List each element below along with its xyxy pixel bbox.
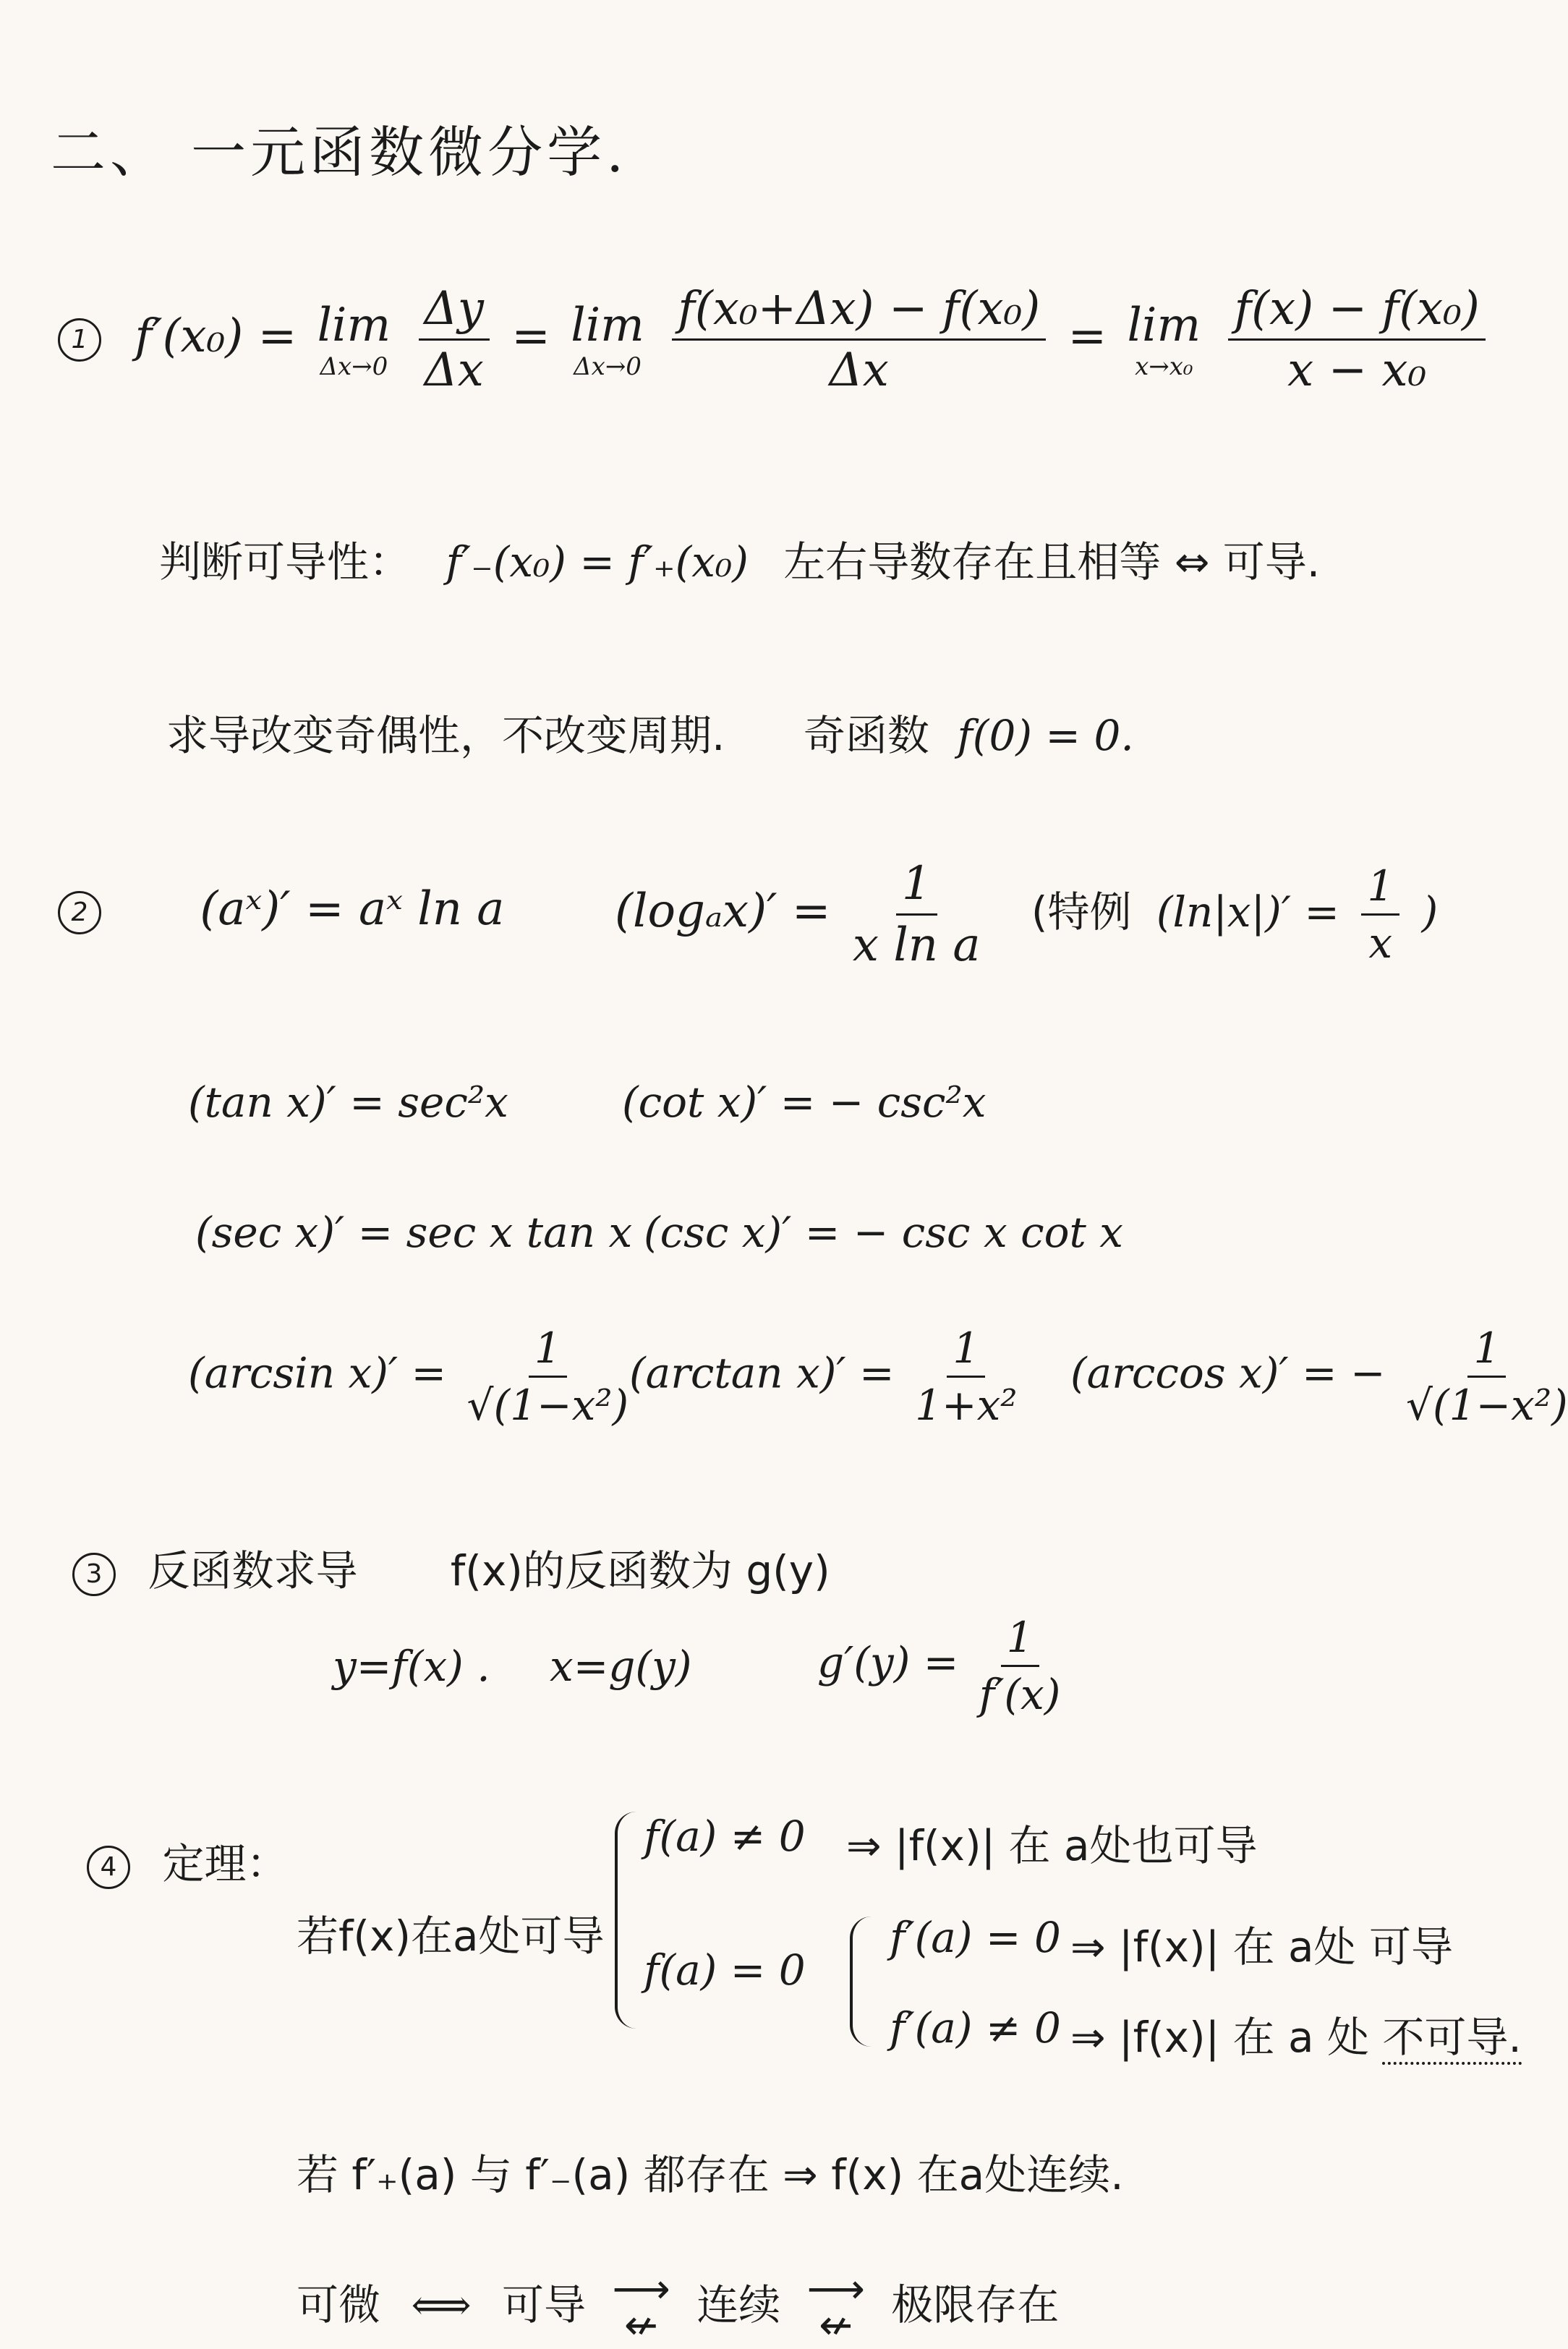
limit-2-sub: Δx→0 <box>574 351 642 381</box>
chain-continuous: 连续 <box>696 2280 781 2329</box>
inverse-derivative-den: f′(x) <box>979 1670 1061 1719</box>
formula-arctan-frac <box>915 1323 1017 1430</box>
limit-3-sub: x→x₀ <box>1135 351 1193 381</box>
formula-arccos-den: √(1−x²) <box>1406 1381 1568 1430</box>
fraction-2 <box>672 282 1046 397</box>
one-way-arrow-icon-2 <box>806 2265 865 2349</box>
equals-1: = <box>511 310 550 363</box>
special-case-close: ) <box>1421 887 1439 937</box>
chain-differentiable-micro: 可微 <box>297 2280 381 2329</box>
judge-label: 判断可导性： <box>159 537 412 587</box>
differentiability-rule <box>159 528 1320 589</box>
inverse-x-eq: x=g(y) <box>550 1642 692 1691</box>
inverse-y-eq: y=f(x) . <box>333 1642 490 1691</box>
parity-note <box>166 702 1134 762</box>
judge-expression: f′₋(x₀) = f′₊(x₀) <box>446 537 749 587</box>
limit-1 <box>318 299 391 381</box>
formula-log-num: 1 <box>896 857 937 916</box>
log-derivative <box>615 857 1438 972</box>
limit-3-label: lim <box>1127 298 1201 352</box>
section-marker-2: 2 <box>58 891 101 934</box>
outer-brace <box>615 1812 639 2029</box>
case-fa-nonzero-result <box>846 1812 1258 1872</box>
limit-1-sub: Δx→0 <box>320 351 388 381</box>
formula-log-frac <box>853 857 981 972</box>
special-case-num: 1 <box>1361 861 1399 916</box>
section-marker-1: 1 <box>58 318 101 362</box>
limit-1-label: lim <box>317 298 391 352</box>
fraction-2-den: Δx <box>829 344 889 397</box>
limit-3 <box>1128 299 1201 381</box>
formula-arccos-frac <box>1406 1323 1568 1430</box>
inverse-desc: f(x)的反函数为 g(y) <box>450 1546 830 1595</box>
theorem-label: 定理： <box>162 1839 289 1888</box>
fraction-3 <box>1228 282 1485 397</box>
fraction-1-num: Δy <box>419 282 490 341</box>
formula-arcsin <box>188 1323 636 1430</box>
special-case-den: x <box>1368 918 1393 968</box>
special-case-frac <box>1361 861 1399 968</box>
derivative-lhs: f′(x₀) = <box>135 310 297 363</box>
formula-exp: (aˣ)′ = aˣ ln a <box>200 882 505 936</box>
formula-arcsin-num: 1 <box>529 1323 567 1378</box>
formula-arctan-lhs: (arctan x)′ = <box>629 1348 895 1398</box>
inverse-function-heading <box>72 1537 830 1598</box>
fraction-2-num: f(x₀+Δx) − f(x₀) <box>672 282 1046 341</box>
formula-arctan-num: 1 <box>947 1323 985 1378</box>
subcase-derivative-zero: f′(a) = 0 <box>890 1913 1061 1962</box>
equivalence-arrow-icon: ⟺ <box>411 2280 472 2329</box>
formula-log-lhs: (logₐx)′ = <box>615 884 831 938</box>
parity-text: 求导改变奇偶性，不改变周期. <box>166 711 725 760</box>
special-case-expr: (ln|x|)′ = <box>1156 887 1339 937</box>
fraction-1-den: Δx <box>424 344 484 397</box>
not-differentiable-text: 不可导. <box>1382 2013 1521 2065</box>
subcase-nonzero-text: ⇒ |f(x)| 在 a 处 <box>1070 2013 1369 2062</box>
chain-differentiable: 可导 <box>502 2280 587 2329</box>
special-case-label: (特例 <box>1031 887 1132 937</box>
formula-log-den: x ln a <box>852 918 981 972</box>
inverse-derivative <box>817 1613 1068 1719</box>
implication-chain <box>297 2265 1060 2349</box>
exp-log-derivatives <box>58 882 504 936</box>
section-marker-4: 4 <box>87 1846 130 1889</box>
fraction-3-num: f(x) − f(x₀) <box>1228 282 1485 341</box>
inverse-derivative-num: 1 <box>1001 1613 1039 1667</box>
subcase-derivative-nonzero: f′(a) ≠ 0 <box>890 2003 1061 2052</box>
theorem-heading <box>87 1830 288 1890</box>
judge-text: 左右导数存在且相等 ⇔ 可导. <box>783 537 1321 587</box>
inner-brace <box>850 1917 872 2047</box>
continuity-statement: 若 f′₊(a) 与 f′₋(a) 都存在 ⇒ f(x) 在a处连续. <box>297 2150 1124 2199</box>
subcase-derivative-zero-result: ⇒ |f(x)| 在 a处 可导 <box>1070 1922 1453 1971</box>
arrow-back-crossed-icon-2: ↚ <box>819 2301 853 2349</box>
formula-arccos-num: 1 <box>1467 1323 1506 1378</box>
inverse-derivative-frac <box>979 1613 1061 1719</box>
odd-function-text: 奇函数 <box>803 711 929 760</box>
arrow-back-crossed-icon: ↚ <box>624 2301 659 2349</box>
formula-sec: (sec x)′ = sec x tan x <box>195 1208 633 1257</box>
case-fa-nonzero: f(a) ≠ 0 <box>644 1812 806 1861</box>
limit-2 <box>571 299 644 381</box>
fraction-3-den: x − x₀ <box>1287 344 1427 397</box>
formula-arcsin-frac <box>467 1323 629 1430</box>
chain-limit-exists: 极限存在 <box>891 2280 1060 2329</box>
formula-cot: (cot x)′ = − csc²x <box>622 1078 987 1127</box>
one-way-arrow-icon <box>612 2265 670 2349</box>
inverse-derivative-lhs: g′(y) = <box>817 1637 959 1687</box>
limit-2-label: lim <box>571 298 644 352</box>
formula-arcsin-den: √(1−x²) <box>466 1381 629 1430</box>
formula-tan: (tan x)′ = sec²x <box>188 1078 508 1127</box>
formula-arccos <box>1070 1323 1568 1430</box>
section-marker-3: 3 <box>72 1553 116 1596</box>
odd-function-expression: f(0) = 0. <box>957 711 1134 760</box>
theorem-condition: 若f(x)在a处可导 <box>297 1911 605 1961</box>
case-fa-nonzero-text: ⇒ |f(x)| 在 a处也可导 <box>846 1821 1258 1870</box>
formula-arctan <box>629 1323 1025 1430</box>
equals-2: = <box>1068 310 1107 363</box>
arrow-forward-icon-2: ⟶ <box>806 2265 865 2313</box>
arrow-forward-icon: ⟶ <box>612 2265 670 2313</box>
formula-arcsin-lhs: (arcsin x)′ = <box>188 1348 447 1398</box>
formula-arccos-lhs: (arccos x)′ = − <box>1070 1348 1386 1398</box>
fraction-1 <box>419 282 490 397</box>
formula-csc: (csc x)′ = − csc x cot x <box>644 1208 1123 1257</box>
case-fa-zero: f(a) = 0 <box>644 1945 806 1995</box>
inverse-label: 反函数求导 <box>148 1546 358 1595</box>
page-title: 二、 一元函数微分学. <box>51 120 629 184</box>
derivative-definition <box>58 282 1493 397</box>
subcase-derivative-nonzero-result <box>1070 2003 1522 2064</box>
formula-arctan-den: 1+x² <box>915 1381 1018 1430</box>
